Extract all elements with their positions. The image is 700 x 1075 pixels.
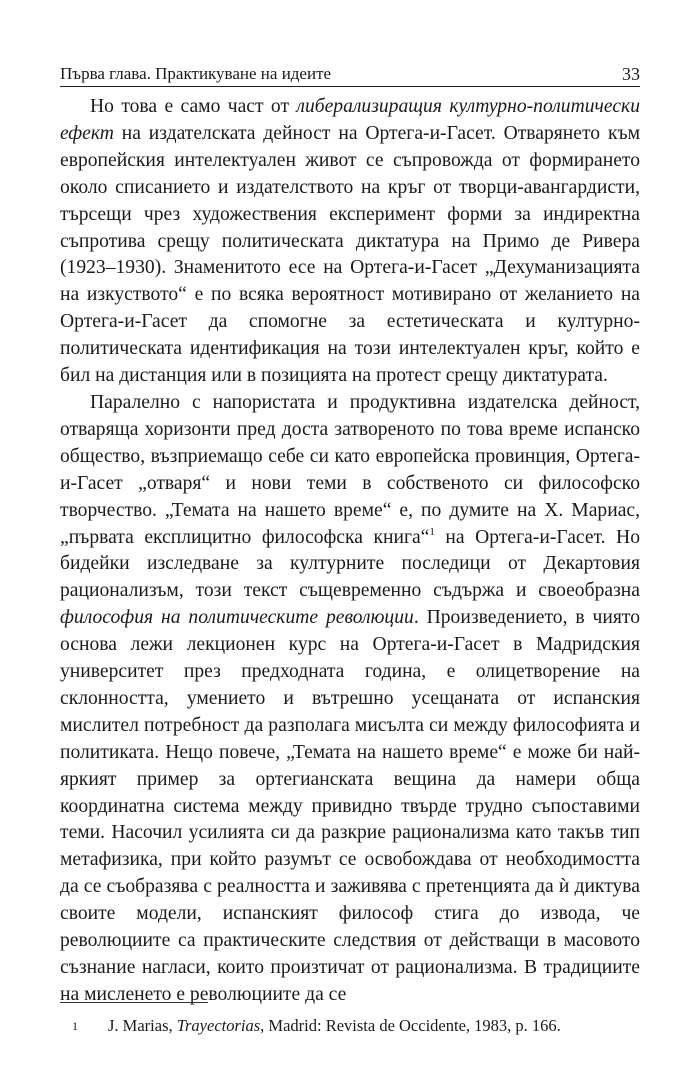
footnote-number: 1 [72, 1019, 78, 1033]
footnote-title: Trayectorias [176, 1016, 261, 1035]
paragraph-1-text-1: Но това е само част от [90, 96, 297, 117]
footnote-author: J. Marias, [108, 1016, 177, 1035]
paragraph-2-text-1: Паралелно с напористата и продуктивна издателска дейност, отваряща хоризонти пред доста затвореното по това време испанско общество, възприемащо себе си като европейска провинция, Ортега-и-Гасет „отваря“ и нови теми в собственото си философско творчество. „Темата на нашето време“ е, по думите на Х. Мариас, „първата експлицитно философска книга“ [60, 391, 640, 548]
paragraph-2-text-3: . Произведението, в чиято основа лежи лекционен курс на Ортега-и-Гасет в Мадридския университет през предходната година, е олицетворение на склонността, умението и вътрешно усещаната от испанския мислител потребност да разполага мисълта си между философията и политиката. Нещо повече, „Темата на нашето време“ е може би най-яркият пример за ортегианската вещина да намери обща координатна система между привидно твърде трудно съпоставими теми. Насочил усилията си да разкрие рационализма като такъв тип метафизика, при който разумът се освобождава от необходимостта да се съобразява с реалността и заживява с претенцията да ѝ диктува своите модели, испанският философ стига до извода, че революциите са практическите следствия от действащи в масовото съзнание нагласи, които произтичат от рационализма. В традициите на мисленето е революциите да се [60, 607, 640, 1005]
paragraph-1-italic-1: либерализиращия културно-политически ефект [60, 96, 640, 144]
paragraph-2-text-2: на Ортега-и-Гасет. Но бидейки изследване за културните последици от Декартовия рационализъм, този текст същевременно съдържа и своеобразна [60, 526, 640, 602]
footnote-reference[interactable]: 1 [429, 525, 435, 538]
footnote [72, 1016, 640, 1036]
paragraph-2-italic-1: философия на политическите революции [60, 607, 414, 629]
footnote-rest: , Madrid: Revista de Occidente, 1983, p. 166. [260, 1016, 561, 1035]
chapter-title: Първа глава. Практикуване на идеите [60, 64, 332, 83]
running-header [60, 56, 640, 84]
body-text [60, 94, 640, 1009]
page-number: 33 [622, 64, 640, 84]
paragraph-2 [60, 390, 640, 1009]
paragraph-1 [60, 94, 640, 390]
footnote-rule [60, 1002, 208, 1003]
paragraph-1-text-2: на издателската дейност на Ортега-и-Гасет. Отварянето към европейския интелектуален живот се съпровожда от формирането около списанието и издателството на кръг от творци-авангардисти, търсещи чрез художествения експеримент форми за индиректна съпротива срещу политическата диктатура на Примо де Ривера (1923–1930). Знаменитото есе на Ортега-и-Гасет „Дехуманизацията на изкуството“ е по всяка вероятност мотивирано от желанието на Ортега-и-Гасет да спомогне за естетическата и културно-политическата идентификация на този интелектуален кръг, който е бил на дистанция или в позицията на протест срещу диктатурата. [60, 122, 640, 387]
header-rule [60, 86, 640, 87]
